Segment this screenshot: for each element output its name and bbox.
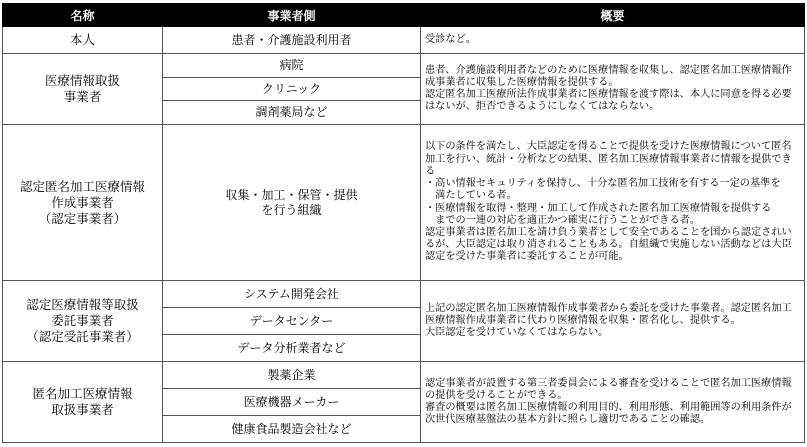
- row-name: 医療情報取扱 事業者: [3, 54, 163, 125]
- header-name: 名称: [3, 4, 163, 27]
- row-name: 本人: [3, 27, 163, 54]
- row-summary: 上記の認定匿名加工医療情報作成事業者から委託を受けた事業者。認定匿名加工医療情報作成事業者に代わり医療情報を収集・匿名化し、提供する。 大臣認定を受けていなくてはならない。: [421, 281, 805, 362]
- header-row: [3, 4, 805, 27]
- roles-table: [2, 3, 805, 443]
- row-side: 病院: [163, 54, 421, 78]
- row-side: クリニック: [163, 78, 421, 101]
- row-summary: 認定事業者が設置する第三者委員会による審査を受けることで匿名加工医療情報の提供を受けることができる。 審査の概要は匿名加工医療情報の利用目的、利用形態、利用範囲等の利用条件が次世代医療基盤法の基本方針に照らし適切であることの確認。: [421, 362, 805, 443]
- row-name: 匿名加工医療情報 取扱事業者: [3, 362, 163, 443]
- row-side: 製薬企業: [163, 362, 421, 389]
- row-summary: 患者、介護施設利用者などのために医療情報を収集し、認定匿名加工医療情報作成事業者に収集した医療情報を提供する。 認定匿名加工医療所法作成事業者に医療情報を渡す際は、本人に同意を得る必要はないが、拒否できるようにしなくてはならない。: [421, 54, 805, 125]
- row-side: データ分析業者など: [163, 335, 421, 362]
- row-side: 医療機器メーカー: [163, 389, 421, 416]
- table-row: [3, 54, 805, 78]
- row-summary: 以下の条件を満たし、大臣認定を得ることで提供を受けた医療情報について匿名加工を行い、統計・分析などの結果、匿名加工医療情報事業者に情報を提供できる ・高い情報セキュリティを保持し、十分な匿名加工技術を有する一定の基準を 満たしている者。 ・医療情報を取得・整理・加工して作成された匿名加工医療情報を提供する までの一連の対応を適正かつ確実に行うことができる者。 認定事業者は匿名加工を請け負う業者として安全であることを国から認定されいるが、大臣認定は取り消されることもある。自組織で実施しない活動などは大臣認定を受けた事業者に委託することが可能。: [421, 125, 805, 281]
- row-side: システム開発会社: [163, 281, 421, 308]
- table-row: [3, 125, 805, 281]
- row-side: 患者・介護施設利用者: [163, 27, 421, 54]
- table-row: [3, 281, 805, 308]
- row-side: 健康食品製造会社など: [163, 416, 421, 443]
- header-summary: 概要: [421, 4, 805, 27]
- header-side: 事業者側: [163, 4, 421, 27]
- row-side: データセンター: [163, 308, 421, 335]
- table-row: [3, 362, 805, 389]
- row-side: 調剤薬局など: [163, 101, 421, 125]
- table-row: [3, 27, 805, 54]
- row-side: 収集・加工・保管・提供 を行う組織: [163, 125, 421, 281]
- row-name: 認定医療情報等取扱 委託事業者 （認定受託事業者）: [3, 281, 163, 362]
- row-name: 認定匿名加工医療情報 作成事業者 （認定事業者）: [3, 125, 163, 281]
- row-summary: 受診など。: [421, 27, 805, 54]
